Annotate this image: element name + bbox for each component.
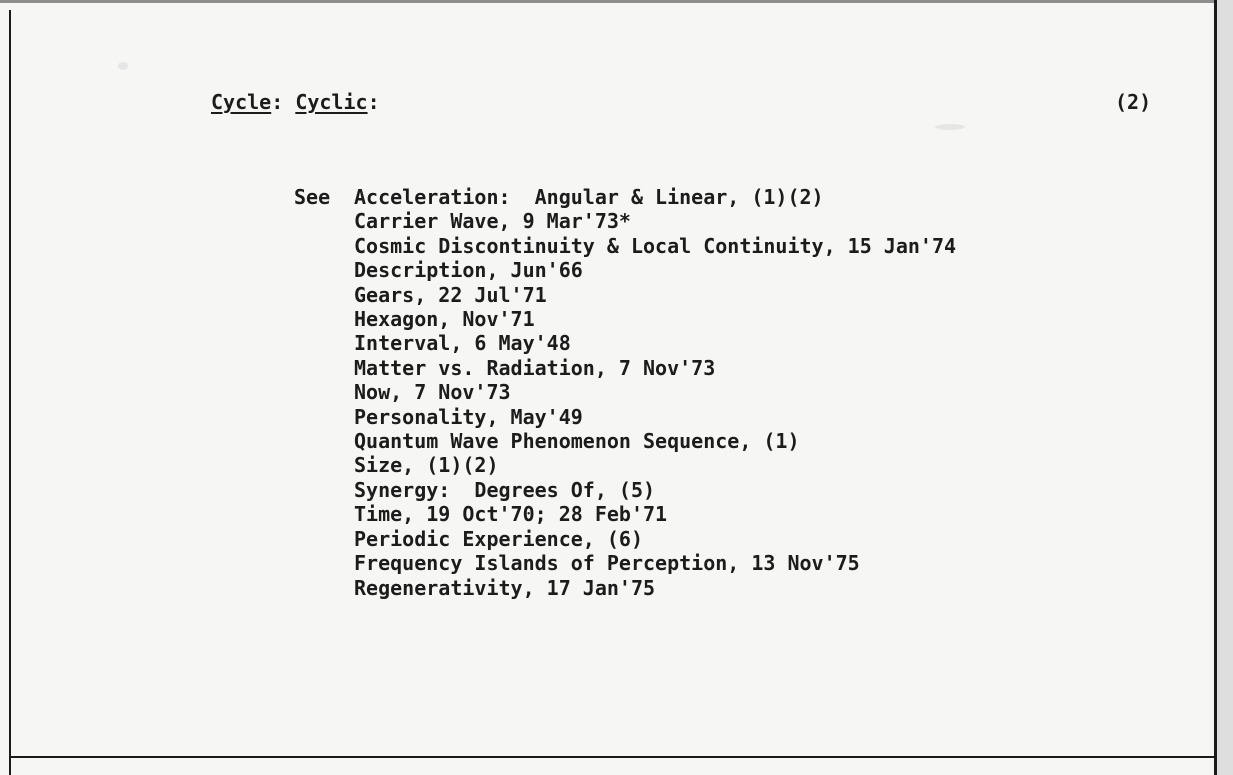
card-border-top — [0, 0, 1233, 3]
card-border-left — [9, 10, 11, 775]
heading-separator: : — [367, 90, 380, 114]
cross-reference-item: Acceleration: Angular & Linear, (1)(2) — [354, 185, 824, 209]
see-label: See — [294, 185, 331, 209]
cross-reference-item: Quantum Wave Phenomenon Sequence, (1) — [354, 429, 800, 454]
card-border-bottom — [9, 756, 1217, 758]
cross-reference-item: Description, Jun'66 — [354, 258, 583, 283]
heading-term-cycle: Cycle — [211, 90, 272, 114]
entry-heading — [211, 90, 380, 114]
cross-reference-item: Hexagon, Nov'71 — [354, 307, 535, 332]
scan-speck — [118, 62, 128, 70]
cross-reference-item: Matter vs. Radiation, 7 Nov'73 — [354, 355, 716, 380]
cross-reference-item: Frequency Islands of Perception, 13 Nov'75 — [354, 551, 860, 576]
cross-reference-item: Cosmic Discontinuity & Local Continuity, 15 Jan'74 — [354, 233, 957, 258]
cross-reference-item: Personality, May'49 — [354, 404, 583, 429]
cross-reference-item: Now, 7 Nov'73 — [354, 380, 511, 405]
cross-reference-list — [354, 185, 956, 600]
scan-speck — [935, 124, 965, 130]
cross-reference-item: Regenerativity, 17 Jan'75 — [354, 575, 656, 600]
cross-reference-item: Synergy: Degrees Of, (5) — [354, 477, 656, 502]
cross-reference-item: Periodic Experience, (6) — [354, 526, 643, 551]
page-number: (2) — [1115, 90, 1152, 114]
heading-term-cyclic: Cyclic — [295, 90, 368, 114]
scan-margin-strip — [1217, 0, 1233, 775]
heading-separator: : — [271, 90, 296, 114]
cross-reference-item: Carrier Wave, 9 Mar'73* — [354, 209, 631, 234]
cross-reference-item: Time, 19 Oct'70; 28 Feb'71 — [354, 502, 668, 527]
cross-reference-item: Size, (1)(2) — [354, 453, 499, 478]
cross-reference-item: Interval, 6 May'48 — [354, 331, 571, 356]
cross-reference-item: Gears, 22 Jul'71 — [354, 282, 547, 307]
